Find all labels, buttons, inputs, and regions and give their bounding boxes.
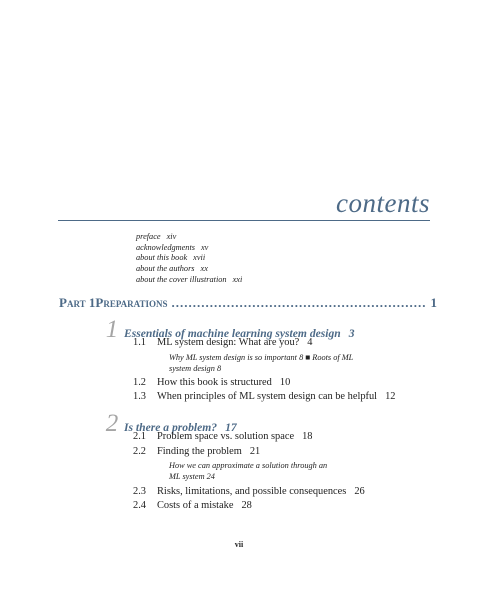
bullet-separator: ■ [305, 353, 311, 362]
front-matter-list [136, 232, 242, 286]
subsection-entry[interactable]: How we can approximate a solution through an [169, 461, 328, 470]
section-entry[interactable]: 1.1 ML system design: What are you? 4 [133, 337, 313, 348]
chapter-title: Is there a problem? [124, 421, 218, 434]
chapter-title: Essentials of machine learning system design [124, 327, 341, 340]
front-matter-item[interactable]: acknowledgments xv [136, 242, 209, 252]
subsection-entry[interactable]: Why ML system design is so important [169, 353, 297, 362]
subsection-entry[interactable]: Roots of ML [312, 353, 354, 362]
section-entry[interactable]: 1.3 When principles of ML system design can be helpful 12 [133, 391, 396, 402]
section-entry[interactable]: 2.2 Finding the problem 21 [133, 446, 261, 457]
chapter-page: 17 [225, 421, 237, 434]
page-title: contents [336, 188, 430, 218]
part-heading[interactable] [59, 295, 438, 311]
front-matter-item[interactable]: preface xiv [136, 232, 177, 241]
section-entry[interactable]: 2.1 Problem space vs. solution space 18 [133, 431, 313, 442]
section-entry[interactable]: 2.4 Costs of a mistake 28 [133, 500, 252, 511]
part-label: Part 1 [59, 295, 96, 310]
front-matter-item[interactable]: about the authors xx [136, 264, 208, 274]
section-entry[interactable]: 2.3 Risks, limitations, and possible consequences 26 [133, 486, 365, 497]
subsection-list: How we can approximate a solution through an ML system 24 [169, 461, 328, 481]
part-page: 1 [430, 295, 438, 310]
chapter-number: 1 [105, 316, 119, 343]
page-number: vii [234, 540, 244, 549]
front-matter-item[interactable]: about the cover illustration xxi [136, 274, 243, 284]
chapter-number: 2 [105, 410, 119, 437]
chapter-page: 3 [348, 327, 355, 340]
part-name: Preparations [95, 295, 168, 310]
subsection-list: Why ML system design is so important 8 ■ Roots of ML system design 8 [169, 353, 354, 373]
section-entry[interactable]: 1.2 How this book is structured 10 [133, 377, 291, 388]
front-matter-item[interactable]: about this book xvii [136, 253, 206, 263]
title-rule [58, 220, 430, 221]
part-leader-dots: ............................................................ [171, 295, 427, 310]
